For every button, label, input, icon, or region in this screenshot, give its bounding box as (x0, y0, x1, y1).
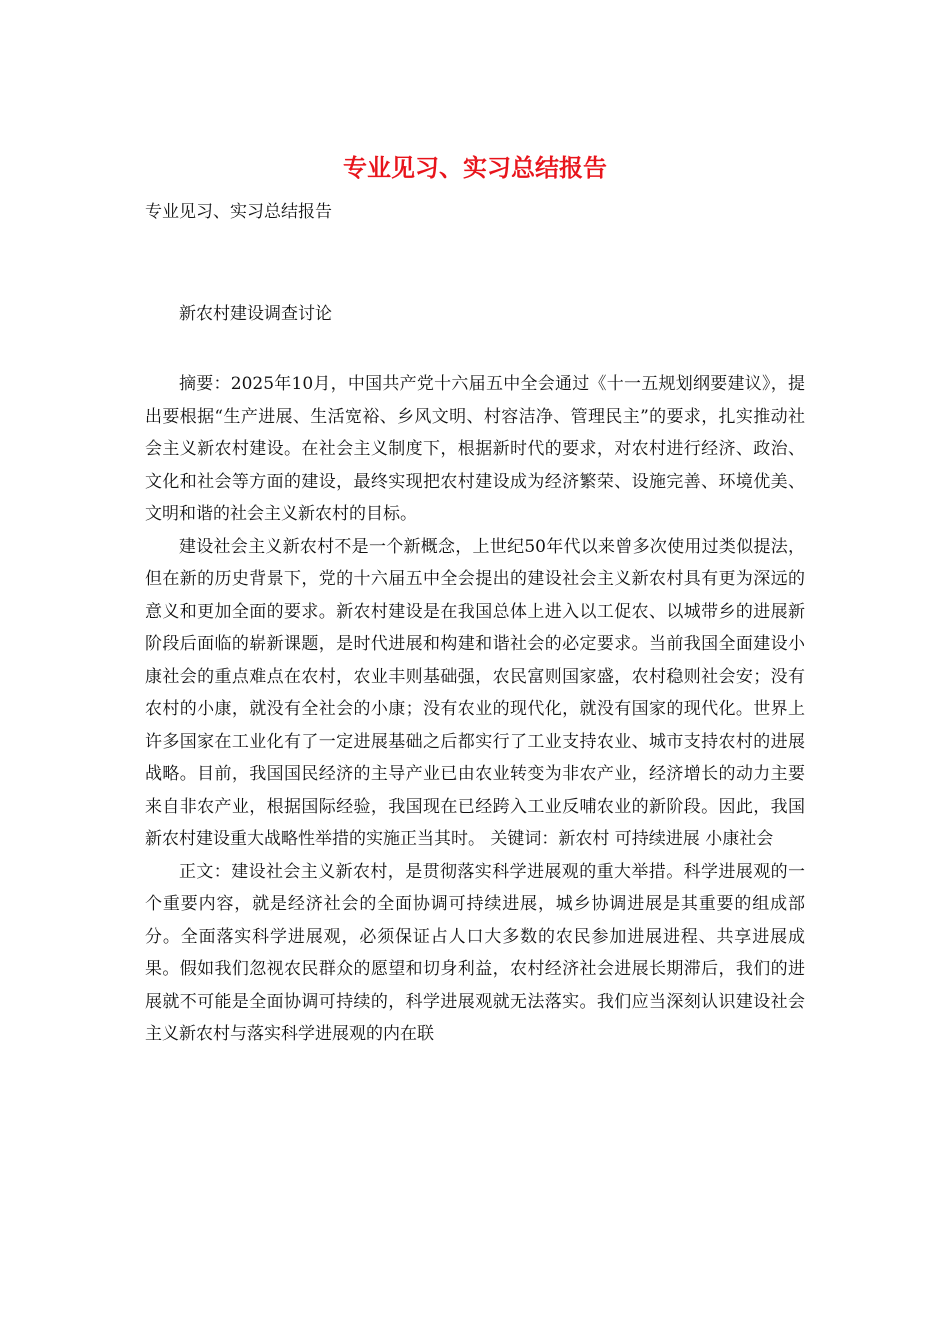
background-paragraph: 建设社会主义新农村不是一个新概念，上世纪50年代以来曾多次使用过类似提法，但在新的历史背景下，党的十六届五中全会提出的建设社会主义新农村具有更为深远的意义和更加全面的要求。新农村建设是在我国总体上进入以工促农、以城带乡的进展新阶段后面临的崭新课题，是时代进展和构建和谐社会的必定要求。当前我国全面建设小康社会的重点难点在农村，农业丰则基础强，农民富则国家盛，农村稳则社会安；没有农村的小康，就没有全社会的小康；没有农业的现代化，就没有国家的现代化。世界上许多国家在工业化有了一定进展基础之后都实行了工业支持农业、城市支持农村的进展战略。目前，我国国民经济的主导产业已由农业转变为非农产业，经济增长的动力主要来自非农产业，根据国际经验，我国现在已经跨入工业反哺农业的新阶段。因此，我国新农村建设重大战略性举措的实施正当其时。 关键词：新农村 可持续进展 小康社会 (145, 536, 805, 849)
abstract-paragraph: 摘要：2025年10月，中国共产党十六届五中全会通过《十一五规划纲要建议》，提出要根据“生产进展、生活宽裕、乡风文明、村容洁净、管理民主”的要求，扎实推动社会主义新农村建设。在社会主义制度下，根据新时代的要求，对农村进行经济、政治、文化和社会等方面的建设，最终实现把农村建设成为经济繁荣、设施完善、环境优美、文明和谐的社会主义新农村的目标。 (145, 374, 805, 524)
section-heading: 新农村建设调查讨论 (179, 304, 332, 324)
document-title: 专业见习、实习总结报告 (343, 153, 607, 182)
document-subtitle: 专业见习、实习总结报告 (145, 202, 332, 222)
document-body (145, 368, 805, 1051)
main-text-paragraph: 正文：建设社会主义新农村，是贯彻落实科学进展观的重大举措。科学进展观的一个重要内容，就是经济社会的全面协调可持续进展，城乡协调进展是其重要的组成部分。全面落实科学进展观，必须保证占人口大多数的农民参加进展进程、共享进展成果。假如我们忽视农民群众的愿望和切身利益，农村经济社会进展长期滞后，我们的进展就不可能是全面协调可持续的，科学进展观就无法落实。我们应当深刻认识建设社会主义新农村与落实科学进展观的内在联 (145, 861, 805, 1044)
